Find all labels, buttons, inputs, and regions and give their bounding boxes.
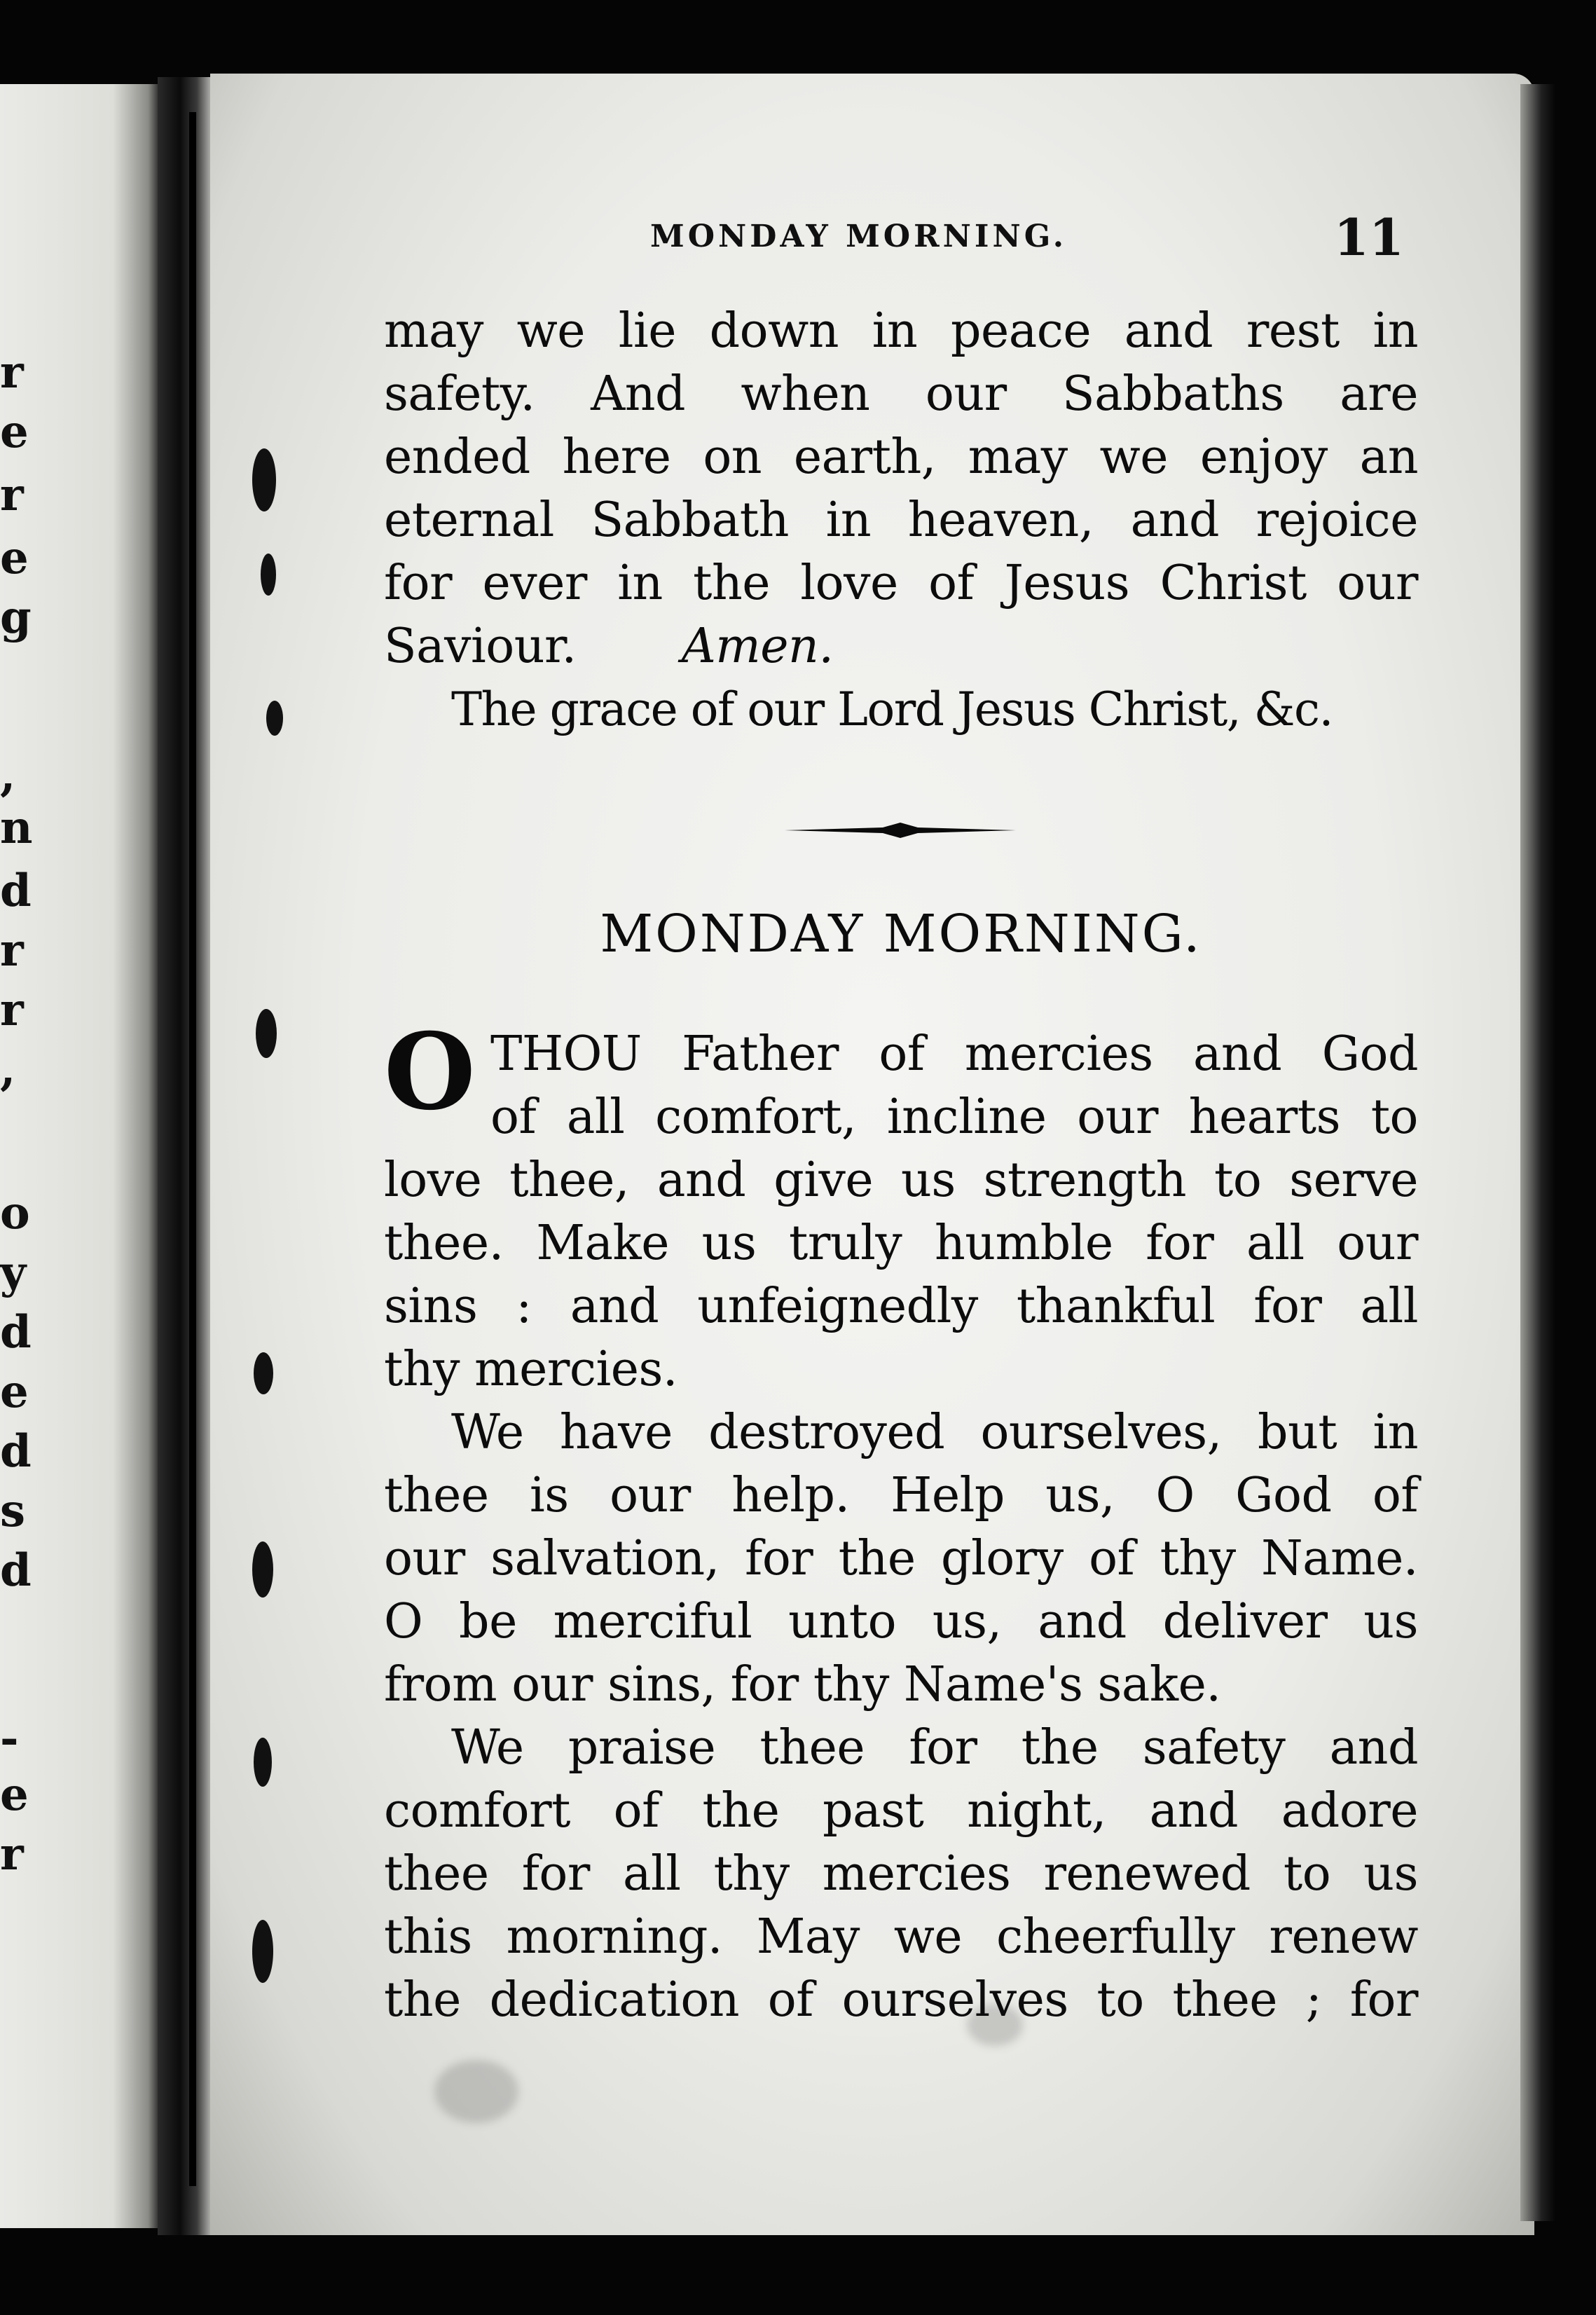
ink-speck bbox=[252, 1541, 273, 1598]
text-line: may we lie down in peace and rest in bbox=[384, 303, 1418, 359]
facing-page-letter: r bbox=[0, 984, 24, 1036]
facing-page-letter: e bbox=[0, 1768, 29, 1821]
running-head bbox=[384, 207, 1418, 267]
facing-page-letter: d bbox=[0, 1306, 32, 1359]
ink-speck bbox=[254, 1738, 272, 1787]
text-line bbox=[384, 615, 1418, 678]
facing-page-letter: o bbox=[0, 1187, 30, 1239]
ink-speck bbox=[256, 1009, 277, 1058]
text-line: thy mercies. bbox=[384, 1342, 677, 1397]
text-line: ended here on earth, may we enjoy an bbox=[384, 430, 1418, 485]
facing-page-letter: n bbox=[0, 802, 33, 854]
text-line: the dedication of ourselves to thee ; for bbox=[384, 1972, 1418, 2028]
page-number: 11 bbox=[1333, 207, 1404, 267]
text-line: from our sins, for thy Name's sake. bbox=[384, 1657, 1221, 1712]
facing-page-letter: y bbox=[0, 1246, 27, 1299]
text-line: We have destroyed ourselves, but in bbox=[451, 1405, 1418, 1460]
text-line: THOU Father of mercies and God bbox=[490, 1026, 1418, 1082]
ink-speck bbox=[261, 554, 276, 596]
running-head-title: MONDAY MORNING. bbox=[650, 219, 1068, 254]
prayer-paragraph-2 bbox=[384, 1401, 1418, 1717]
facing-page-letter: r bbox=[0, 346, 24, 399]
section-title: MONDAY MORNING. bbox=[600, 904, 1202, 964]
text-line: for ever in the love of Jesus Christ our bbox=[384, 556, 1418, 611]
page-smudge bbox=[434, 2060, 518, 2123]
prayer-paragraph-3 bbox=[384, 1717, 1418, 2032]
facing-page-letter: , bbox=[0, 1043, 16, 1096]
facing-page-letter: g bbox=[0, 591, 32, 644]
drop-cap: O bbox=[384, 1010, 476, 1134]
amen-text: Amen. bbox=[681, 619, 834, 674]
prayer-paragraph-1 bbox=[384, 1023, 1418, 1401]
text-line: thee for all thy mercies renewed to us bbox=[384, 1846, 1418, 1902]
ink-speck bbox=[266, 701, 283, 736]
text-line: thee. Make us truly humble for all our bbox=[384, 1216, 1418, 1271]
facing-page-letter: e bbox=[0, 532, 29, 584]
facing-page-letter: d bbox=[0, 1544, 32, 1597]
text-line: thee is our help. Help us, O God of bbox=[384, 1468, 1418, 1523]
facing-page-strip bbox=[0, 84, 161, 2228]
text-line: love thee, and give us strength to serve bbox=[384, 1153, 1418, 1208]
ink-speck bbox=[254, 1352, 273, 1394]
text-line: comfort of the past night, and adore bbox=[384, 1783, 1418, 1839]
facing-page-letter: r bbox=[0, 469, 24, 521]
ink-speck bbox=[252, 448, 276, 511]
continued-passage bbox=[384, 300, 1418, 741]
text-line: safety. And when our Sabbaths are bbox=[384, 366, 1418, 422]
facing-page-letter: r bbox=[0, 924, 24, 977]
text-line: O be merciful unto us, and deliver us bbox=[384, 1594, 1418, 1649]
facing-page-letter: r bbox=[0, 1828, 24, 1881]
ink-speck bbox=[252, 1920, 273, 1983]
facing-page-letter: d bbox=[0, 1425, 32, 1478]
facing-page-letter: e bbox=[0, 1366, 29, 1418]
text-line: We praise thee for the safety and bbox=[451, 1720, 1418, 1775]
text-line: sins : and unfeignedly thankful for all bbox=[384, 1279, 1418, 1334]
text-line: eternal Sabbath in heaven, and rejoice bbox=[384, 493, 1418, 548]
book-gutter bbox=[158, 77, 214, 2235]
facing-page-letter: s bbox=[0, 1485, 26, 1537]
text-line: of all comfort, incline our hearts to bbox=[490, 1090, 1418, 1145]
gutter-shadow-line bbox=[189, 112, 196, 2186]
facing-page-letter: - bbox=[0, 1712, 19, 1765]
text-line-start: Saviour. bbox=[384, 619, 577, 674]
facing-page-letter: e bbox=[0, 406, 29, 458]
text-line: this morning. May we cheerfully renew bbox=[384, 1909, 1418, 1965]
facing-page-letter: , bbox=[0, 749, 16, 802]
text-line: our salvation, for the glory of thy Name. bbox=[384, 1531, 1418, 1586]
ornamental-rule bbox=[785, 820, 1016, 841]
facing-page-letter: d bbox=[0, 865, 32, 917]
page-edge-shadow bbox=[1520, 84, 1555, 2221]
closing-benediction: The grace of our Lord Jesus Christ, &c. bbox=[451, 682, 1333, 736]
